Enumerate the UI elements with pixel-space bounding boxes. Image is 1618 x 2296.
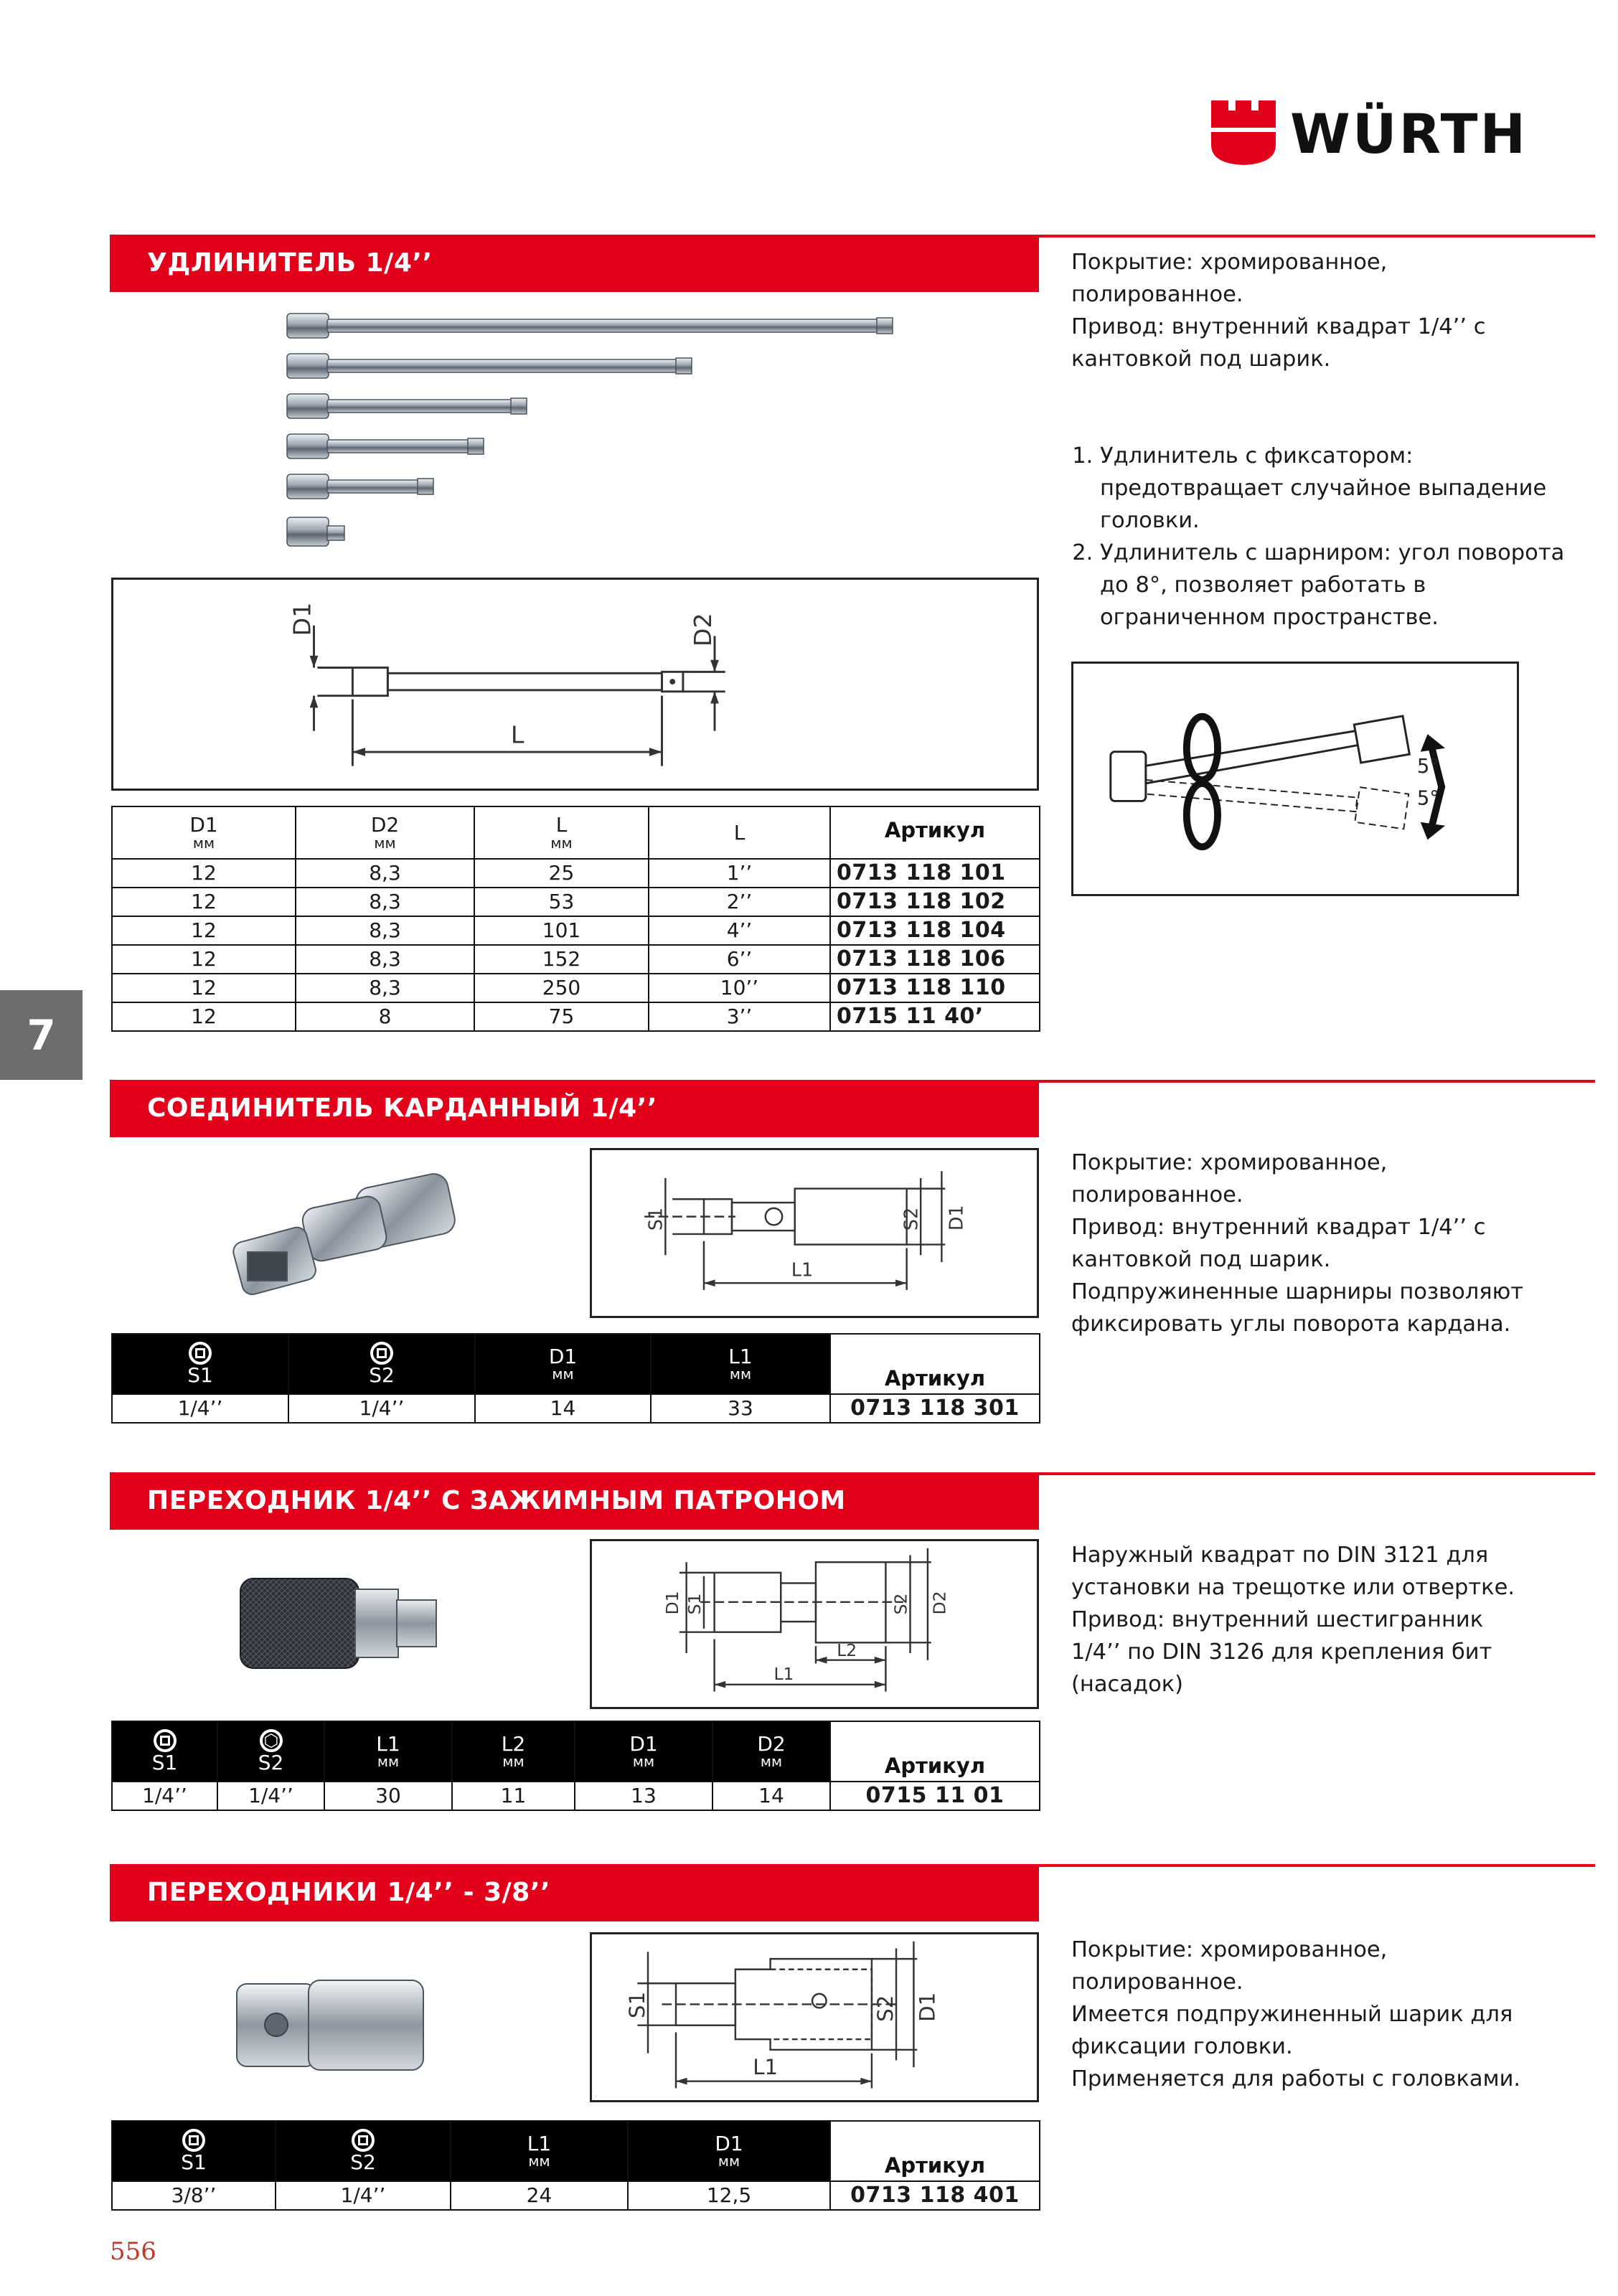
spec-table — [111, 2120, 1040, 2211]
table-row: 12 8,3 152 6’’ 0713 118 106 — [112, 945, 1040, 974]
extension-bars-photo — [280, 305, 897, 563]
column-header: D2 мм — [712, 1721, 830, 1782]
adapter-photo — [230, 1970, 431, 2077]
section-description: Покрытие: хромированное, полированное. Привод: внутренний квадрат 1/4’’ с кантовкой под шарик. 1. Удлинитель с фиксатором: предотвращает случайное выпадение головки. 2. Удлинитель с шарниром: угол поворота до 8°, позволяет работать в ограниченном пространстве. — [1071, 246, 1574, 634]
page-number: 556 — [110, 2237, 156, 2266]
column-header: S2 — [288, 1334, 475, 1394]
list-item: 2. Удлинитель с шарниром: угол поворота до 8°, позволяет работать в ограниченном пространстве. — [1100, 537, 1574, 634]
column-header: D2 мм — [296, 806, 474, 859]
feature-list — [1071, 440, 1574, 634]
adapter-dimension-drawing — [590, 1932, 1039, 2102]
column-header: ⬡ S2 — [217, 1721, 324, 1782]
section-header — [110, 1472, 1595, 1530]
column-header: L — [649, 806, 830, 859]
table-row: 12 8 75 3’’ 0715 11 40’ — [112, 1002, 1040, 1031]
svg-text:D1: D1 — [288, 602, 316, 636]
column-header: S1 — [112, 2121, 276, 2181]
column-header-article: Артикул — [830, 806, 1040, 859]
column-header: D1 мм — [112, 806, 296, 859]
svg-text:S2: S2 — [873, 1995, 898, 2022]
article-number[interactable]: 0713 118 110 — [830, 974, 1040, 1002]
article-number[interactable]: 0713 118 101 — [830, 859, 1040, 888]
chapter-tab[interactable]: 7 — [0, 990, 83, 1080]
column-header: D1 мм — [628, 2121, 830, 2181]
section-header — [110, 1864, 1595, 1921]
spec-table — [111, 1333, 1040, 1424]
section-title: УДЛИНИТЕЛЬ 1/4’’ — [147, 248, 433, 278]
column-header: L2 мм — [452, 1721, 575, 1782]
svg-text:L: L — [510, 720, 525, 749]
svg-text:5°: 5° — [1416, 755, 1440, 778]
svg-text:D2: D2 — [689, 613, 718, 647]
square-drive-icon — [182, 2129, 205, 2152]
list-item: 1. Удлинитель с фиксатором: предотвращает случайное выпадение головки. — [1100, 440, 1574, 537]
table-row: 1/4’’ 1/4’’ 30 11 13 14 0715 11 01 — [112, 1782, 1040, 1810]
section-description: Покрытие: хромированное, полированное. Имеется подпружиненный шарик для фиксации головки. Применяется для работы с головками. — [1071, 1937, 1521, 2092]
column-header: S1 — [112, 1334, 288, 1394]
svg-text:S1: S1 — [625, 1991, 650, 2018]
universal-joint-dimension-drawing — [590, 1148, 1039, 1318]
spec-table — [111, 806, 1040, 1032]
column-header: L1 мм — [324, 1721, 452, 1782]
svg-text:S1: S1 — [644, 1207, 667, 1231]
article-number[interactable]: 0713 118 104 — [830, 916, 1040, 945]
column-header-article: Артикул — [830, 2121, 1040, 2181]
article-number[interactable]: 0715 11 01 — [830, 1782, 1040, 1810]
table-row: 12 8,3 25 1’’ 0713 118 101 — [112, 859, 1040, 888]
article-number[interactable]: 0715 11 40’ — [830, 1002, 1040, 1031]
column-header: S2 — [276, 2121, 451, 2181]
section-header — [110, 1080, 1595, 1137]
table-row: 12 8,3 53 2’’ 0713 118 102 — [112, 888, 1040, 916]
svg-text:L1: L1 — [773, 1663, 794, 1684]
wurth-logo-icon — [1211, 100, 1276, 165]
square-drive-icon — [154, 1729, 177, 1752]
article-number[interactable]: 0713 118 102 — [830, 888, 1040, 916]
article-number[interactable]: 0713 118 106 — [830, 945, 1040, 974]
svg-text:D2: D2 — [929, 1591, 950, 1615]
section-title: СОЕДИНИТЕЛЬ КАРДАННЫЙ 1/4’’ — [147, 1093, 657, 1123]
article-number[interactable]: 0713 118 401 — [830, 2181, 1040, 2210]
column-header: L1 мм — [651, 1334, 830, 1394]
square-drive-icon — [352, 2129, 375, 2152]
hinge-angle-drawing — [1071, 662, 1519, 896]
svg-text:5°: 5° — [1416, 786, 1440, 810]
brand-logo — [1211, 100, 1528, 166]
article-number[interactable]: 0713 118 301 — [830, 1394, 1040, 1423]
hex-drive-icon — [260, 1729, 283, 1752]
svg-text:D1: D1 — [915, 1992, 940, 2022]
universal-joint-photo — [219, 1152, 484, 1306]
column-header: D1 мм — [475, 1334, 651, 1394]
svg-text:L1: L1 — [753, 2054, 779, 2079]
square-drive-icon — [189, 1342, 212, 1365]
chuck-adapter-dimension-drawing — [590, 1539, 1039, 1709]
svg-text:D1: D1 — [945, 1205, 967, 1231]
svg-text:L2: L2 — [837, 1639, 857, 1660]
section-title: ПЕРЕХОДНИК 1/4’’ С ЗАЖИМНЫМ ПАТРОНОМ — [147, 1486, 846, 1515]
chuck-adapter-photo — [233, 1568, 441, 1679]
svg-text:D1: D1 — [662, 1591, 682, 1615]
column-header: D1 мм — [575, 1721, 712, 1782]
svg-text:L1: L1 — [791, 1258, 814, 1281]
spec-table — [111, 1721, 1040, 1811]
table-row: 12 8,3 101 4’’ 0713 118 104 — [112, 916, 1040, 945]
svg-text:S2: S2 — [890, 1593, 911, 1615]
section-description: Покрытие: хромированное, полированное. Привод: внутренний квадрат 1/4’’ с кантовкой под шарик. Подпружиненные шарниры позволяют фиксировать углы поворота кардана. — [1071, 1150, 1524, 1337]
column-header: L мм — [474, 806, 649, 859]
section-description: Наружный квадрат по DIN 3121 для установки на трещотке или отвертке. Привод: внутренний шестигранник 1/4’’ по DIN 3126 для крепления бит (насадок) — [1071, 1543, 1515, 1697]
extension-dimension-drawing — [111, 578, 1039, 791]
svg-text:S1: S1 — [685, 1593, 705, 1615]
column-header: L1 мм — [451, 2121, 628, 2181]
column-header-article: Артикул — [830, 1721, 1040, 1782]
section-title: ПЕРЕХОДНИКИ 1/4’’ - 3/8’’ — [147, 1878, 551, 1907]
square-drive-icon — [370, 1342, 393, 1365]
column-header: S1 — [112, 1721, 217, 1782]
column-header-article: Артикул — [830, 1334, 1040, 1394]
brand-name: WÜRTH — [1290, 102, 1528, 166]
svg-text:S2: S2 — [900, 1207, 922, 1231]
table-row: 12 8,3 250 10’’ 0713 118 110 — [112, 974, 1040, 1002]
table-row: 3/8’’ 1/4’’ 24 12,5 0713 118 401 — [112, 2181, 1040, 2210]
table-row: 1/4’’ 1/4’’ 14 33 0713 118 301 — [112, 1394, 1040, 1423]
